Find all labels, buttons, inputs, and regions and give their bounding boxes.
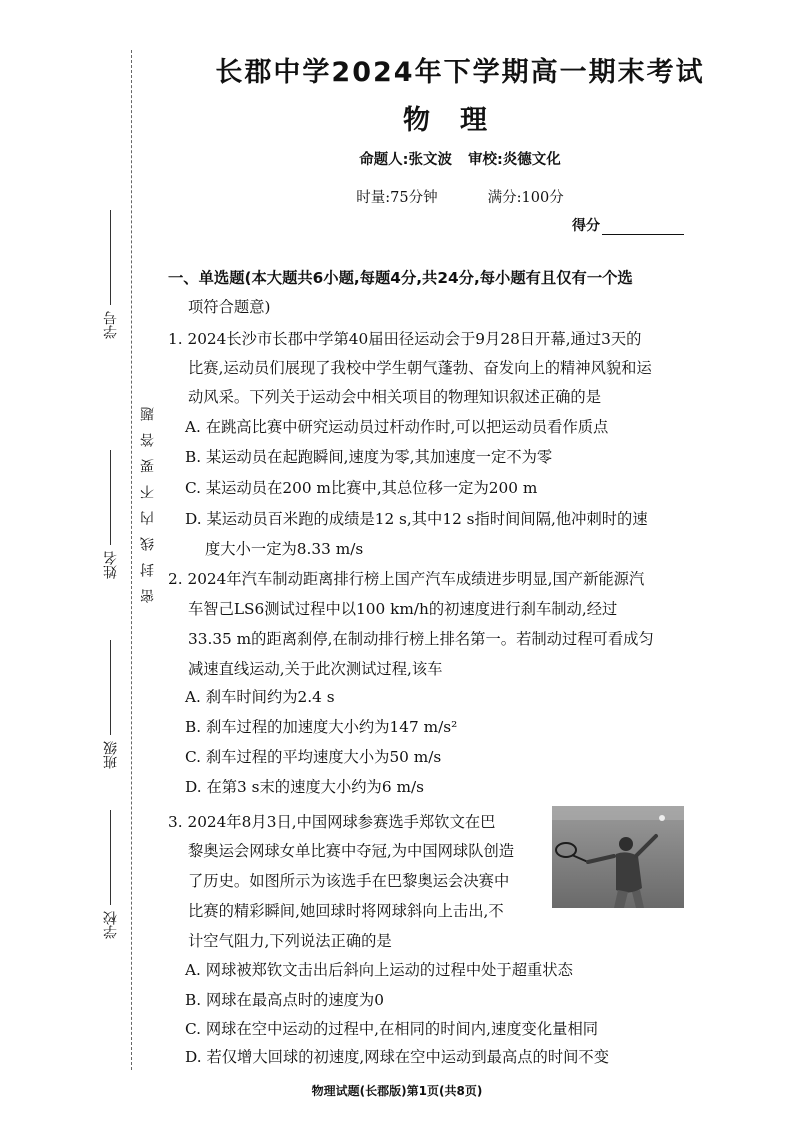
q3-stem-line: 比赛的精彩瞬间,她回球时将网球斜向上击出,不	[188, 902, 504, 920]
setter-info	[200, 148, 720, 169]
q2-stem-line: 车智己LS6测试过程中以100 km/h的初速度进行刹车制动,经过	[188, 600, 618, 618]
q2-option-c[interactable]: C. 刹车过程的平均速度大小为50 m/s	[185, 748, 442, 766]
time-limit: 时量:75分钟	[356, 190, 438, 206]
score-label: 得分	[572, 218, 600, 234]
reviewer: 审校:炎德文化	[468, 152, 561, 168]
tennis-player-photo	[552, 806, 684, 908]
page-footer: 物理试题(长郡版)第1页(共8页)	[311, 1084, 483, 1098]
q3-stem-line: 3. 2024年8月3日,中国网球参赛选手郑钦文在巴	[168, 813, 496, 831]
q2-stem-line: 减速直线运动,关于此次测试过程,该车	[188, 660, 443, 678]
q1-option-d[interactable]: D. 某运动员百米跑的成绩是12 s,其中12 s指时间间隔,他冲刺时的速	[185, 510, 648, 528]
q1-stem-line: 比赛,运动员们展现了我校中学生朝气蓬勃、奋发向上的精神风貌和运	[188, 359, 652, 377]
q3-stem-line: 计空气阻力,下列说法正确的是	[188, 932, 392, 950]
name-label: 姓名	[103, 551, 119, 579]
tennis-player-image	[552, 806, 684, 908]
subject-title: 物理	[403, 105, 517, 136]
q3-option-b[interactable]: B. 网球在最高点时的速度为0	[185, 991, 384, 1009]
exam-title: 长郡中学2024年下学期高一期末考试	[215, 57, 705, 88]
school-field[interactable]	[101, 810, 121, 939]
section-heading: 一、单选题(本大题共6小题,每题4分,共24分,每小题有且仅有一个选	[168, 269, 633, 287]
class-blank[interactable]	[111, 640, 112, 735]
seal-notice: 密封线内不要答题	[140, 395, 156, 603]
q3-stem-line: 了历史。如图所示为该选手在巴黎奥运会决赛中	[188, 872, 510, 890]
q2-option-b[interactable]: B. 刹车过程的加速度大小约为147 m/s²	[185, 718, 458, 736]
student-no-blank[interactable]	[111, 210, 112, 305]
q1-option-c[interactable]: C. 某运动员在200 m比赛中,其总位移一定为200 m	[185, 479, 538, 497]
student-no-field[interactable]	[101, 210, 121, 339]
q3-option-d[interactable]: D. 若仅增大回球的初速度,网球在空中运动到最高点的时间不变	[185, 1048, 610, 1066]
binding-line	[131, 50, 133, 1070]
q2-option-a[interactable]: A. 刹车时间约为2.4 s	[185, 688, 335, 706]
setter: 命题人:张文波	[359, 152, 452, 168]
time-info	[200, 186, 720, 207]
q1-stem-line: 动风采。下列关于运动会中相关项目的物理知识叙述正确的是	[188, 388, 602, 406]
score-field[interactable]	[572, 215, 684, 235]
q1-option-d-cont: 度大小一定为8.33 m/s	[205, 540, 364, 558]
school-label: 学校	[103, 911, 119, 939]
name-field[interactable]	[101, 450, 121, 579]
class-field[interactable]	[101, 640, 121, 769]
q2-stem-line: 33.35 m的距离刹停,在制动排行榜上排名第一。若制动过程可看成匀	[188, 630, 654, 648]
score-blank[interactable]	[602, 234, 684, 235]
school-blank[interactable]	[111, 810, 112, 905]
q3-option-c[interactable]: C. 网球在空中运动的过程中,在相同的时间内,速度变化量相同	[185, 1020, 599, 1038]
section-heading-cont: 项符合题意)	[188, 298, 271, 316]
q2-stem-line: 2. 2024年汽车制动距离排行榜上国产汽车成绩进步明显,国产新能源汽	[168, 570, 645, 588]
student-no-label: 学号	[103, 311, 119, 339]
q2-option-d[interactable]: D. 在第3 s末的速度大小约为6 m/s	[185, 778, 424, 796]
q3-option-a[interactable]: A. 网球被郑钦文击出后斜向上运动的过程中处于超重状态	[185, 961, 573, 979]
q1-option-a[interactable]: A. 在跳高比赛中研究运动员过杆动作时,可以把运动员看作质点	[185, 418, 609, 436]
name-blank[interactable]	[111, 450, 112, 545]
q1-option-b[interactable]: B. 某运动员在起跑瞬间,速度为零,其加速度一定不为零	[185, 448, 553, 466]
q1-stem-line: 1. 2024长沙市长郡中学第40届田径运动会于9月28日开幕,通过3天的	[168, 330, 642, 348]
class-label: 班级	[103, 741, 119, 769]
q3-stem-line: 黎奥运会网球女单比赛中夺冠,为中国网球队创造	[188, 842, 515, 860]
full-score: 满分:100分	[487, 190, 564, 206]
